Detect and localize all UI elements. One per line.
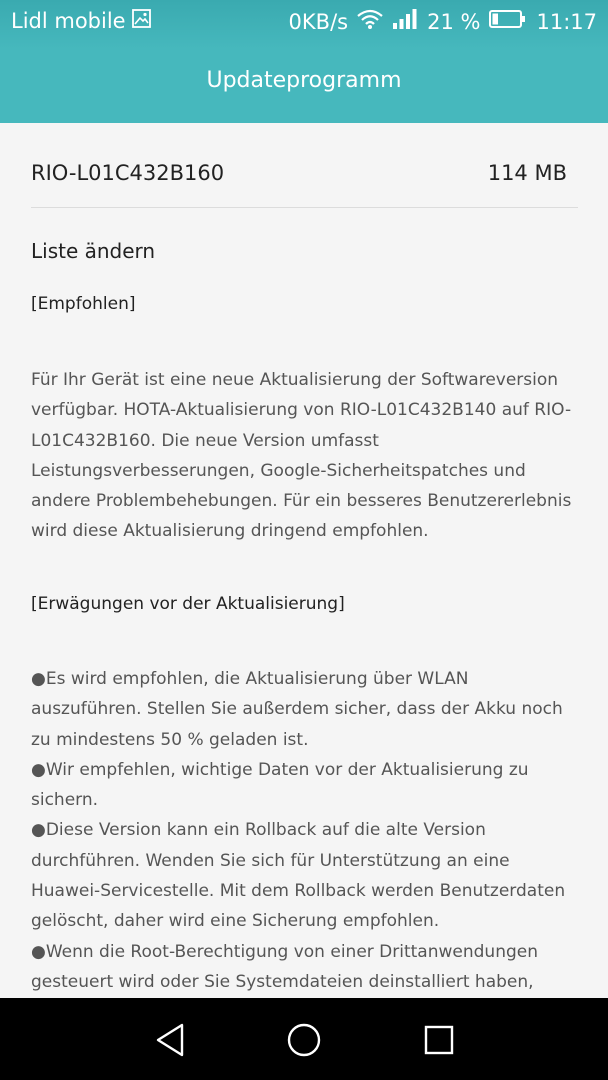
carrier-group	[11, 9, 151, 33]
status-bar	[0, 0, 608, 44]
navigation-bar	[0, 998, 608, 1080]
list-item: ●Diese Version kann ein Rollback auf die alte Version durchführen. Wenden Sie sich für Unterstützung an eine Huawei-Servicestelle. Mit dem Rollback werden Benutzerdaten gelöscht, daher wird eine Sicherung empfohlen.	[31, 820, 566, 932]
update-size: 114 MB	[487, 161, 567, 185]
status-icons	[289, 9, 597, 34]
list-item: ●Es wird empfohlen, die Aktualisierung über WLAN auszuführen. Stellen Sie außerdem sicher, dass der Akku noch zu mindestens 50 % geladen ist.	[31, 669, 563, 750]
considerations-tag: [Erwägungen vor der Aktualisierung]	[31, 594, 345, 614]
signal-icon	[392, 9, 418, 34]
battery-percent: 21 %	[427, 9, 481, 34]
clock: 11:17	[536, 9, 597, 34]
recommended-tag: [Empfohlen]	[31, 294, 136, 314]
net-speed: 0KB/s	[288, 9, 349, 34]
recents-icon[interactable]	[419, 1020, 459, 1060]
version-row	[31, 161, 567, 185]
image-icon	[132, 9, 151, 33]
divider	[31, 207, 578, 208]
battery-icon	[489, 9, 527, 34]
home-icon[interactable]	[284, 1020, 324, 1060]
header	[0, 0, 608, 123]
content[interactable]	[0, 123, 608, 998]
changelog-title: Liste ändern	[31, 239, 156, 263]
carrier-name: Lidl mobile	[11, 9, 126, 33]
list-item: ●Wir empfehlen, wichtige Daten vor der Aktualisierung zu sichern.	[31, 759, 529, 811]
back-icon[interactable]	[150, 1020, 190, 1060]
wifi-icon	[357, 9, 383, 34]
update-description: Für Ihr Gerät ist eine neue Aktualisierung der Softwareversion verfügbar. HOTA-Aktualisierung von RIO-L01C432B140 auf RIO-L01C432B160. Die neue Version umfasst Leistungsverbesserungen, Google-Sicherheitspatches und andere Problembehebungen. Für ein besseres Benutzererlebnis wird diese Aktualisierung dringend empfohlen.	[31, 370, 572, 542]
version-name: RIO-L01C432B160	[31, 161, 225, 185]
list-item: ●Wenn die Root-Berechtigung von einer Drittanwendungen gesteuert wird oder Sie Systemdateien deinstalliert haben,	[31, 941, 538, 992]
page-title: Updateprogramm	[206, 68, 402, 93]
